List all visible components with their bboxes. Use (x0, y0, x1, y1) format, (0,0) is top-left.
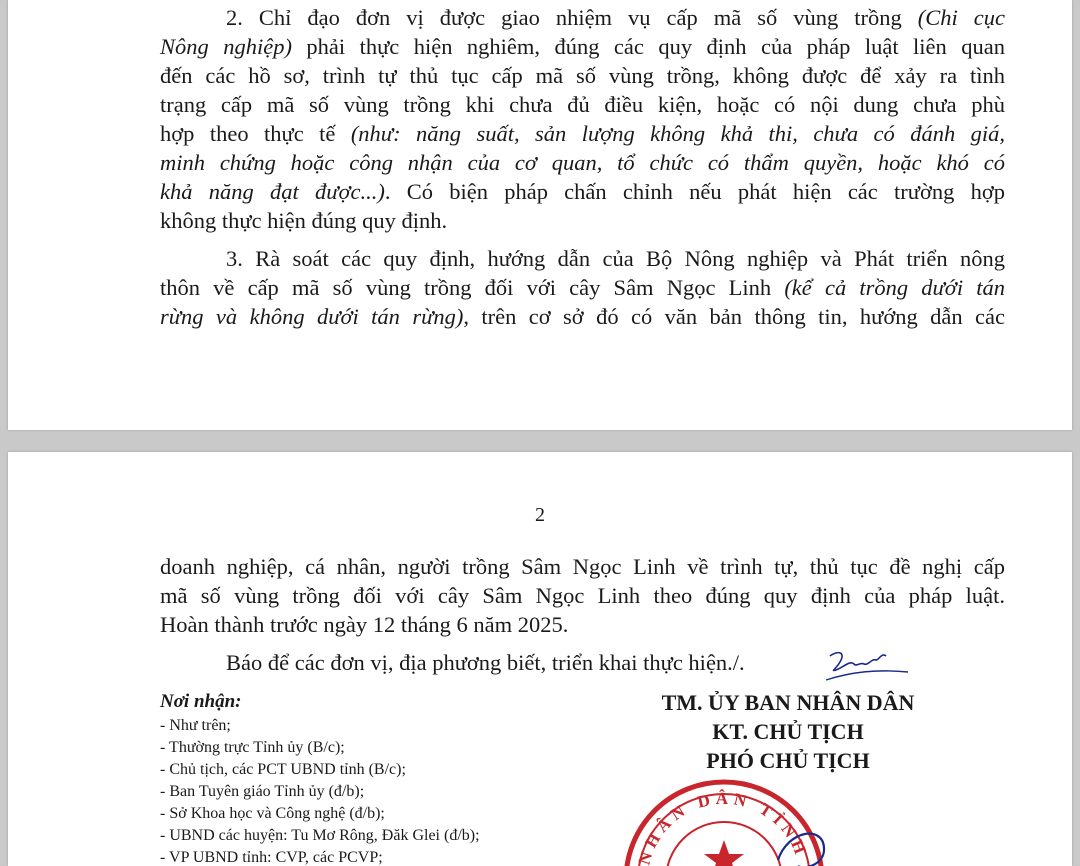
closing-sentence: Báo để các đơn vị, địa phương biết, triển khai thực hiện./. (226, 650, 745, 675)
recipient-item: - Chủ tịch, các PCT UBND tỉnh (B/c); (160, 761, 406, 778)
paragraph-2-line-4: trạng cấp mã số vùng trồng khi chưa đủ điều kiện, hoặc có nội dung chưa phù (160, 92, 1005, 117)
paragraph-2-line-7: khả năng đạt được...). Có biện pháp chấn chỉnh nếu phát hiện các trường hợp (160, 179, 1005, 204)
recipients-title: Nơi nhận: (160, 691, 242, 712)
continuation-line-1: doanh nghiệp, cá nhân, người trồng Sâm Ngọc Linh về trình tự, thủ tục đề nghị cấp (160, 554, 1005, 579)
document-page-1 (8, 0, 1072, 430)
recipient-item: - Ban Tuyên giáo Tỉnh ủy (đ/b); (160, 783, 365, 800)
document-page-2 (8, 452, 1072, 866)
paragraph-3-line-1: 3. Rà soát các quy định, hướng dẫn của Bộ Nông nghiệp và Phát triển nông (226, 246, 1005, 271)
continuation-line-2: mã số vùng trồng đối với cây Sâm Ngọc Linh theo đúng quy định của pháp luật. (160, 583, 1005, 608)
paragraph-2-line-2: Nông nghiệp) phải thực hiện nghiêm, đúng các quy định của pháp luật liên quan (160, 34, 1005, 59)
seal-text: NHÂN DÂN TỈNH (634, 788, 812, 866)
paragraph-2-line-8: không thực hiện đúng quy định. (160, 208, 448, 233)
recipient-item: - Như trên; (160, 717, 231, 734)
recipient-item: - Sở Khoa học và Công nghệ (đ/b); (160, 805, 385, 822)
paragraph-2-line-3: đến các hồ sơ, trình tự thủ tục cấp mã số vùng trồng, không được để xảy ra tình (160, 63, 1005, 88)
paragraph-2-line-1: 2. Chỉ đạo đơn vị được giao nhiệm vụ cấp mã số vùng trồng (Chi cục (226, 5, 1005, 30)
signature-title-line-2: KT. CHỦ TỊCH (712, 719, 864, 744)
signature-title-line-1: TM. ỦY BAN NHÂN DÂN (661, 690, 915, 715)
paragraph-3-line-3: rừng và không dưới tán rừng), trên cơ sở đó có văn bản thông tin, hướng dẫn các (160, 304, 1005, 329)
official-seal (608, 770, 848, 866)
initial-signature (816, 642, 916, 687)
recipient-item: - UBND các huyện: Tu Mơ Rông, Đăk Glei (đ/b); (160, 827, 480, 844)
paragraph-2-line-5: hợp theo thực tế (như: năng suất, sản lượng không khả thi, chưa có đánh giá, (160, 121, 1006, 146)
recipient-item: - VP UBND tỉnh: CVP, các PCVP; (160, 849, 383, 866)
recipient-item: - Thường trực Tỉnh ủy (B/c); (160, 739, 345, 756)
paragraph-2-line-6: minh chứng hoặc công nhận của cơ quan, tổ chức có thẩm quyền, hoặc khó có (160, 150, 1005, 175)
paragraph-3-line-2: thôn về cấp mã số vùng trồng đối với cây Sâm Ngọc Linh (kể cả trồng dưới tán (160, 275, 1005, 300)
continuation-line-3: Hoàn thành trước ngày 12 tháng 6 năm 2025. (160, 612, 569, 637)
page-number: 2 (535, 504, 545, 526)
signature-title-line-3: PHÓ CHỦ TỊCH (706, 748, 870, 773)
